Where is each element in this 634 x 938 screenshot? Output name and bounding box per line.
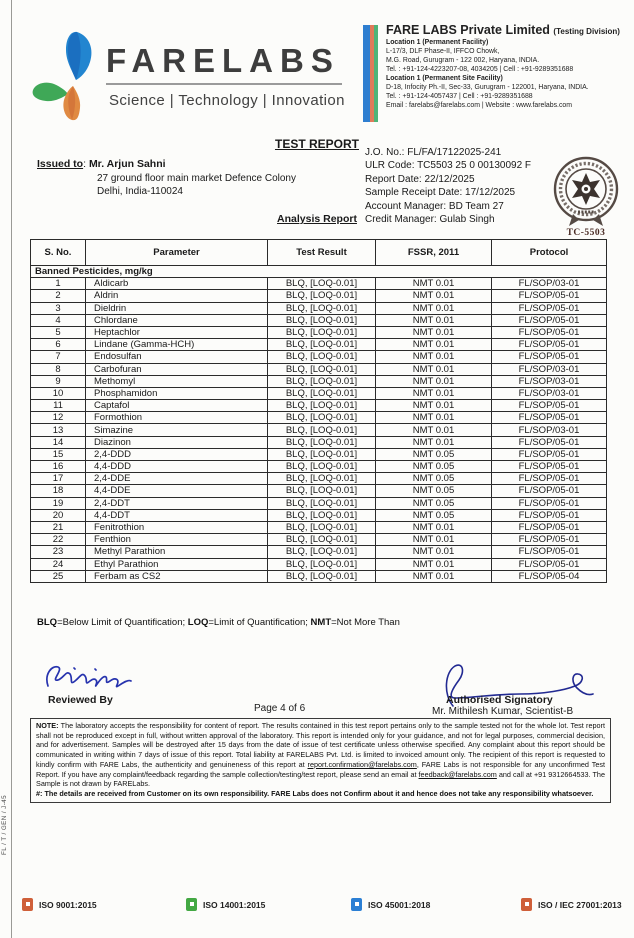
legend-term: NMT	[310, 617, 332, 628]
analysis-results-table	[30, 239, 607, 583]
table-row	[31, 485, 607, 497]
note-hash-line: #: The details are received from Customer on its own responsibility. FARE Labs does not Confirm about it and hence does not take any responsibility whatsoever.	[36, 788, 594, 798]
table-row	[31, 290, 607, 302]
table-row	[31, 497, 607, 509]
legend-term: LOQ	[187, 617, 209, 628]
table-cell: 8	[31, 363, 86, 375]
note-text: , FARE Labs is not responsible for any unconfirmed Test Report. If you have any complaint/feedback regarding the sample collection/testing/test report, please send an email at	[36, 759, 605, 779]
note-email-link: report.confirmation@farelabs.com	[307, 759, 417, 769]
table-row	[31, 339, 607, 351]
table-cell: 15	[31, 448, 86, 460]
table-row	[31, 448, 607, 460]
table-cell: BLQ, [LOQ-0.01]	[268, 412, 376, 424]
table-cell: NMT 0.05	[376, 509, 492, 521]
table-cell: NMT 0.01	[376, 558, 492, 570]
table-cell: FL/SOP/05-01	[492, 448, 607, 460]
table-cell: 22	[31, 534, 86, 546]
table-cell: 10	[31, 387, 86, 399]
table-cell: Endosulfan	[86, 351, 268, 363]
table-cell: Captafol	[86, 400, 268, 412]
table-row	[31, 521, 607, 533]
table-cell: 4,4-DDT	[86, 509, 268, 521]
table-cell: 4	[31, 314, 86, 326]
company-division: (Testing Division)	[553, 27, 620, 36]
table-cell: NMT 0.01	[376, 400, 492, 412]
table-header-cell: S. No.	[31, 240, 86, 266]
table-cell: NMT 0.05	[376, 485, 492, 497]
issued-to-address: 27 ground floor main market Defence Colony Delhi, India-110024	[97, 173, 296, 197]
table-row	[31, 436, 607, 448]
table-cell: 4,4-DDD	[86, 461, 268, 473]
table-row	[31, 387, 607, 399]
table-cell: BLQ, [LOQ-0.01]	[268, 363, 376, 375]
table-cell: NMT 0.05	[376, 448, 492, 460]
table-cell: BLQ, [LOQ-0.01]	[268, 497, 376, 509]
table-cell: Carbofuran	[86, 363, 268, 375]
note-text: The laboratory accepts the responsibility for content of report. The results contained in this test report pertains only to the sample tested not for the whole lot. Test report shall not be reproduced except in full, without written approval of the laboratory. This report is intended only for your guidance, and not for legal purposes, commercial decision, and for advertisement. Samples will be destroyed after 15 days from the date of issue of test certificate unless otherwise specified. Any complaint about this report should be communicated in writing within 7 days of issue of this report. Total liability at FARELABS Pvt. Ltd. is limited to invoiced amount only. The recipient of this report is requested to kindly confirm with FARE Labs, the authenticity and genuineness of this report at	[36, 721, 605, 769]
table-cell: Ferbam as CS2	[86, 570, 268, 582]
company-address-line: Tel. : +91-124-4223207-08, 4034205 | Cell : +91-9289351688	[386, 66, 574, 73]
table-row	[31, 570, 607, 582]
table-cell: 5	[31, 326, 86, 338]
table-cell: 18	[31, 485, 86, 497]
table-cell: Phosphamidon	[86, 387, 268, 399]
iso-badge-icon	[186, 898, 197, 911]
table-cell: BLQ, [LOQ-0.01]	[268, 436, 376, 448]
company-address-line: L-17/3, DLF Phase-II, IFFCO Chowk,	[386, 48, 500, 55]
table-section-row	[31, 266, 607, 278]
report-meta-line: Account Manager: BD Team 27	[365, 200, 504, 212]
report-meta-line: Report Date: 22/12/2025	[365, 173, 475, 185]
table-row	[31, 412, 607, 424]
table-cell: BLQ, [LOQ-0.01]	[268, 509, 376, 521]
report-meta-line: ULR Code: TC5503 25 0 00130092 F	[365, 160, 532, 172]
company-address-line: M.G. Road, Gurugram - 122 002, Haryana, INDIA.	[386, 57, 540, 64]
table-cell: NMT 0.01	[376, 363, 492, 375]
table-cell: 16	[31, 461, 86, 473]
company-address-line: Tel. : +91-124-4057437 | Cell : +91-9289351688	[386, 93, 533, 100]
note-box	[30, 718, 611, 803]
note-label: NOTE:	[36, 721, 59, 730]
table-cell: FL/SOP/05-01	[492, 314, 607, 326]
analysis-report-title: Analysis Report	[277, 213, 357, 225]
table-cell: FL/SOP/05-01	[492, 521, 607, 533]
legend-term: BLQ	[37, 617, 58, 628]
brand-wordmark: FARELABS	[106, 42, 342, 85]
report-title: TEST REPORT	[274, 137, 359, 151]
table-cell: Aldrin	[86, 290, 268, 302]
table-cell: NMT 0.05	[376, 461, 492, 473]
table-cell: BLQ, [LOQ-0.01]	[268, 461, 376, 473]
table-cell: FL/SOP/05-01	[492, 351, 607, 363]
table-cell: FL/SOP/05-01	[492, 546, 607, 558]
table-cell: FL/SOP/05-01	[492, 558, 607, 570]
table-cell: FL/SOP/05-01	[492, 400, 607, 412]
table-cell: 2	[31, 290, 86, 302]
reviewed-by-signature-ink	[38, 660, 138, 698]
table-row	[31, 351, 607, 363]
table-row	[31, 363, 607, 375]
table-cell: FL/SOP/05-01	[492, 497, 607, 509]
table-cell: 11	[31, 400, 86, 412]
table-cell: NMT 0.01	[376, 387, 492, 399]
table-cell: NMT 0.01	[376, 436, 492, 448]
iso-badge-label: ISO 45001:2018	[368, 899, 431, 910]
table-cell: NMT 0.01	[376, 570, 492, 582]
table-cell: 19	[31, 497, 86, 509]
table-header-cell: Protocol	[492, 240, 607, 266]
table-cell: 24	[31, 558, 86, 570]
table-row	[31, 400, 607, 412]
table-cell: NMT 0.05	[376, 497, 492, 509]
table-cell: NMT 0.01	[376, 290, 492, 302]
table-cell: 14	[31, 436, 86, 448]
table-cell: 1	[31, 278, 86, 290]
table-cell: BLQ, [LOQ-0.01]	[268, 448, 376, 460]
table-cell: FL/SOP/05-01	[492, 339, 607, 351]
table-cell: NMT 0.01	[376, 314, 492, 326]
table-row	[31, 534, 607, 546]
table-cell: 21	[31, 521, 86, 533]
table-cell: BLQ, [LOQ-0.01]	[268, 339, 376, 351]
table-row	[31, 424, 607, 436]
table-cell: 4,4-DDE	[86, 485, 268, 497]
farelabs-logo	[30, 26, 350, 124]
table-row	[31, 278, 607, 290]
table-header-cell: Parameter	[86, 240, 268, 266]
table-cell: BLQ, [LOQ-0.01]	[268, 485, 376, 497]
table-header-row	[31, 240, 607, 266]
table-cell: FL/SOP/05-01	[492, 461, 607, 473]
table-cell: Heptachlor	[86, 326, 268, 338]
table-cell: FL/SOP/03-01	[492, 424, 607, 436]
table-cell: Fenthion	[86, 534, 268, 546]
table-row	[31, 509, 607, 521]
company-address-line: Email : farelabs@farelabs.com | Website : www.farelabs.com	[386, 102, 572, 109]
table-row	[31, 375, 607, 387]
table-cell: NMT 0.01	[376, 412, 492, 424]
table-section-label: Banned Pesticides, mg/kg	[31, 266, 607, 278]
table-cell: Formothion	[86, 412, 268, 424]
table-cell: FL/SOP/05-01	[492, 485, 607, 497]
table-cell: NMT 0.01	[376, 375, 492, 387]
iso-badge-icon	[351, 898, 362, 911]
table-row	[31, 546, 607, 558]
table-cell: 17	[31, 473, 86, 485]
table-cell: Fenitrothion	[86, 521, 268, 533]
farelabs-petals-icon	[30, 28, 106, 124]
table-cell: BLQ, [LOQ-0.01]	[268, 534, 376, 546]
company-address-lines	[386, 38, 634, 110]
iso-badge	[22, 898, 97, 911]
table-cell: Diazinon	[86, 436, 268, 448]
table-cell: BLQ, [LOQ-0.01]	[268, 351, 376, 363]
header-color-bar	[363, 25, 378, 122]
table-cell: BLQ, [LOQ-0.01]	[268, 387, 376, 399]
table-cell: 6	[31, 339, 86, 351]
table-cell: FL/SOP/05-04	[492, 570, 607, 582]
table-cell: FL/SOP/03-01	[492, 278, 607, 290]
report-meta-line: Sample Receipt Date: 17/12/2025	[365, 187, 516, 199]
table-cell: NMT 0.01	[376, 546, 492, 558]
nabl-seal	[545, 156, 627, 242]
table-cell: 12	[31, 412, 86, 424]
table-row	[31, 461, 607, 473]
table-cell: NMT 0.01	[376, 534, 492, 546]
table-cell: Lindane (Gamma-HCH)	[86, 339, 268, 351]
table-cell: Simazine	[86, 424, 268, 436]
table-cell: FL/SOP/05-01	[492, 509, 607, 521]
table-cell: 9	[31, 375, 86, 387]
table-cell: NMT 0.01	[376, 326, 492, 338]
table-cell: BLQ, [LOQ-0.01]	[268, 400, 376, 412]
table-cell: 7	[31, 351, 86, 363]
note-text: and call at +91 9312664533. The Sample is not drawn by FARELabs.	[36, 769, 605, 789]
table-cell: 2,4-DDD	[86, 448, 268, 460]
page-number: Page 4 of 6	[254, 703, 306, 714]
table-cell: NMT 0.05	[376, 473, 492, 485]
legend-def: =Limit of Quantification;	[208, 617, 311, 628]
company-address-line: D-18, Infocity Ph.-II, Sec-33, Gurugram - 122001, Haryana, INDIA.	[386, 84, 589, 91]
table-cell: Dieldrin	[86, 302, 268, 314]
legend-def: =Below Limit of Quantification;	[57, 617, 188, 628]
table-cell: 3	[31, 302, 86, 314]
iso-certification-badges	[0, 898, 634, 920]
table-cell: BLQ, [LOQ-0.01]	[268, 558, 376, 570]
issued-to-name: Mr. Arjun Sahni	[88, 158, 166, 170]
table-cell: FL/SOP/05-01	[492, 290, 607, 302]
table-cell: FL/SOP/05-01	[492, 412, 607, 424]
table-cell: FL/SOP/05-01	[492, 326, 607, 338]
table-row	[31, 473, 607, 485]
table-header-cell: FSSR, 2011	[376, 240, 492, 266]
table-cell: BLQ, [LOQ-0.01]	[268, 290, 376, 302]
table-cell: BLQ, [LOQ-0.01]	[268, 326, 376, 338]
table-cell: 13	[31, 424, 86, 436]
table-cell: Chlordane	[86, 314, 268, 326]
table-cell: FL/SOP/05-01	[492, 302, 607, 314]
table-cell: NMT 0.01	[376, 339, 492, 351]
table-cell: BLQ, [LOQ-0.01]	[268, 473, 376, 485]
table-cell: FL/SOP/03-01	[492, 387, 607, 399]
table-cell: BLQ, [LOQ-0.01]	[268, 570, 376, 582]
table-cell: 25	[31, 570, 86, 582]
report-meta-line: J.O. No.: FL/FA/17122025-241	[365, 147, 502, 158]
abbreviation-legend	[37, 617, 400, 628]
iso-badge-label: ISO 9001:2015	[39, 899, 97, 910]
table-cell: FL/SOP/05-01	[492, 534, 607, 546]
table-cell: Aldicarb	[86, 278, 268, 290]
table-row	[31, 314, 607, 326]
table-cell: Ethyl Parathion	[86, 558, 268, 570]
table-cell: 2,4-DDE	[86, 473, 268, 485]
iso-badge	[351, 898, 430, 911]
iso-badge-icon	[521, 898, 532, 911]
table-cell: FL/SOP/03-01	[492, 375, 607, 387]
company-address-line: Location 1 (Permanent Facility)	[386, 39, 489, 46]
iso-badge-icon	[22, 898, 33, 911]
company-info	[386, 23, 634, 110]
authorised-signatory-label: Authorised Signatory	[446, 694, 553, 706]
company-address-line: Location 1 (Permanent Site Facility)	[386, 75, 503, 82]
table-cell: BLQ, [LOQ-0.01]	[268, 521, 376, 533]
authorised-signatory-name: Mr. Mithilesh Kumar, Scientist-B	[432, 706, 574, 717]
table-row	[31, 326, 607, 338]
table-cell: BLQ, [LOQ-0.01]	[268, 314, 376, 326]
company-name: FARE LABS Private Limited (Testing Division)	[386, 23, 620, 37]
table-cell: BLQ, [LOQ-0.01]	[268, 546, 376, 558]
iso-badge-label: ISO 14001:2015	[203, 899, 266, 910]
issued-to-label: Issued to	[37, 158, 84, 170]
table-row	[31, 302, 607, 314]
table-row	[31, 558, 607, 570]
table-cell: Methyl Parathion	[86, 546, 268, 558]
iso-badge-label: ISO / IEC 27001:2013	[538, 899, 622, 910]
table-cell: BLQ, [LOQ-0.01]	[268, 424, 376, 436]
table-cell: BLQ, [LOQ-0.01]	[268, 302, 376, 314]
table-cell: NMT 0.01	[376, 521, 492, 533]
reviewed-by-label: Reviewed By	[48, 694, 113, 706]
table-cell: FL/SOP/05-01	[492, 436, 607, 448]
iso-badge	[521, 898, 622, 911]
table-cell: NMT 0.01	[376, 351, 492, 363]
table-cell: NMT 0.01	[376, 278, 492, 290]
legend-def: =Not More Than	[331, 617, 400, 628]
iso-badge	[186, 898, 265, 911]
table-cell: 20	[31, 509, 86, 521]
document-code-vertical: FL / T / GEN / J-45	[1, 795, 8, 855]
table-cell: BLQ, [LOQ-0.01]	[268, 375, 376, 387]
table-cell: Methomyl	[86, 375, 268, 387]
table-cell: FL/SOP/03-01	[492, 363, 607, 375]
seal-code: TC-5503	[566, 228, 606, 238]
table-cell: 2,4-DDT	[86, 497, 268, 509]
table-header-cell: Test Result	[268, 240, 376, 266]
report-meta-line: Credit Manager: Gulab Singh	[365, 214, 495, 226]
brand-tagline: Science | Technology | Innovation	[109, 92, 345, 109]
table-cell: BLQ, [LOQ-0.01]	[268, 278, 376, 290]
issued-to-block: Issued to: Mr. Arjun Sahni 27 ground floor main market Defence Colony Delhi, India-110024	[37, 158, 296, 197]
table-cell: NMT 0.01	[376, 424, 492, 436]
table-cell: 23	[31, 546, 86, 558]
note-email-link: feedback@farelabs.com	[418, 769, 497, 779]
table-cell: NMT 0.01	[376, 302, 492, 314]
table-cell: FL/SOP/05-01	[492, 473, 607, 485]
